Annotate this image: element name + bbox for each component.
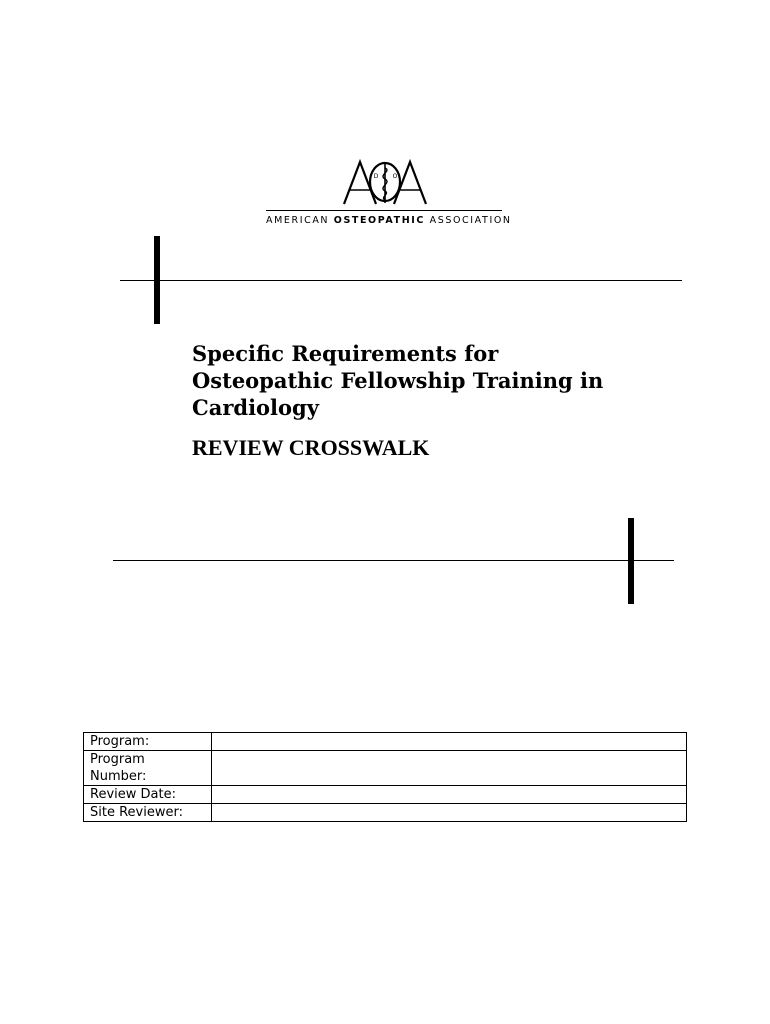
table-row — [84, 751, 687, 786]
table-row — [84, 786, 687, 804]
bottom-rule — [113, 560, 674, 561]
wordmark-association: ASSOCIATION — [429, 215, 512, 226]
logo-wordmark — [266, 210, 512, 226]
program-number-label-text: Program Number: — [90, 752, 147, 784]
site-reviewer-field[interactable] — [212, 804, 687, 822]
document-subtitle: REVIEW CROSSWALK — [192, 435, 430, 460]
program-label: Program: — [84, 733, 212, 751]
top-accent-bar — [154, 236, 160, 324]
table-row — [84, 733, 687, 751]
svg-text:O: O — [392, 173, 398, 180]
top-rule — [120, 280, 682, 281]
review-info-table — [83, 732, 687, 822]
document-title: Specific Requirements for Osteopathic Fellowship Training in Cardiology — [192, 341, 604, 420]
wordmark-osteopathic: OSTEOPATHIC — [333, 215, 425, 226]
program-field[interactable] — [212, 733, 687, 751]
title-block — [192, 340, 692, 462]
site-reviewer-label: Site Reviewer: — [84, 804, 212, 822]
svg-text:D: D — [373, 173, 379, 180]
bottom-accent-bar — [628, 518, 634, 604]
program-number-label — [84, 751, 212, 786]
table-row — [84, 804, 687, 822]
aoa-logo-mark — [340, 158, 430, 206]
review-date-label: Review Date: — [84, 786, 212, 804]
aoa-logo — [266, 158, 512, 230]
program-number-field[interactable] — [212, 751, 687, 786]
review-date-field[interactable] — [212, 786, 687, 804]
wordmark-american: AMERICAN — [266, 215, 330, 226]
